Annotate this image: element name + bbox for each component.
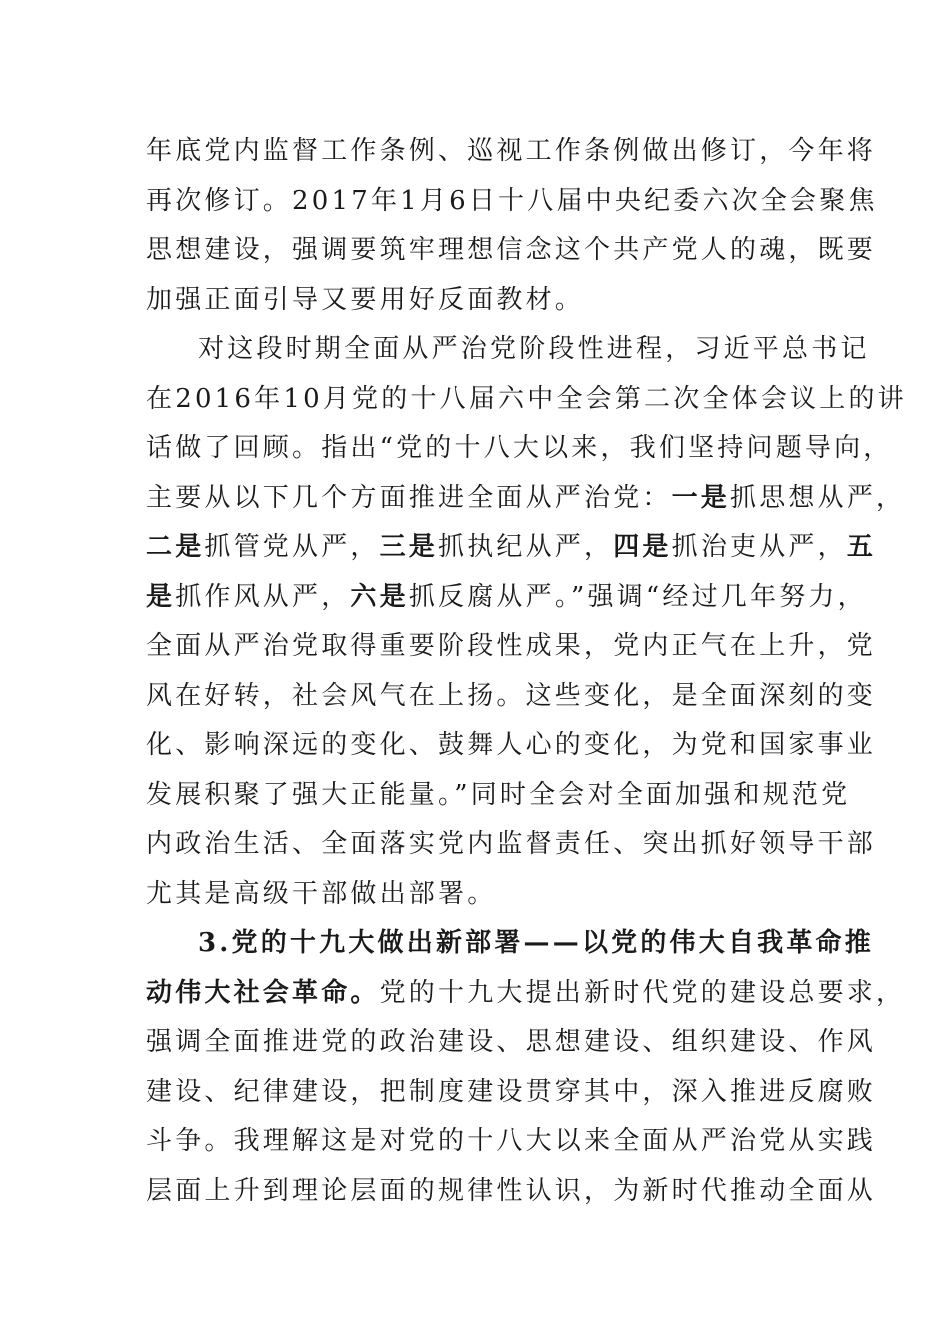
text-line	[146, 383, 907, 415]
bold-run: 五	[846, 532, 877, 562]
text-run: 抓思想从严，	[730, 483, 906, 513]
text-line	[146, 531, 876, 563]
text-line	[146, 432, 893, 464]
text-line	[146, 135, 876, 167]
text-run: 抓管党从严，	[204, 532, 380, 562]
text-line	[146, 729, 876, 761]
text-line	[198, 927, 874, 959]
bold-run: 四是	[613, 532, 672, 562]
text-run: 斗争。我理解这是对党的十八大以来全面从严治党从实践	[146, 1126, 877, 1156]
text-run: 尤其是高级干部做出部署。	[146, 879, 497, 909]
text-run: 在2016年10月党的十八届六中全会第二次全体会议上的讲	[146, 384, 907, 414]
text-run: 再次修订。2017年1月6日十八届中央纪委六次全会聚焦	[146, 186, 878, 216]
text-run: 话做了回顾。指出“党的十八大以来，我们坚持问题导向，	[146, 433, 893, 463]
bold-run: 三是	[379, 532, 439, 562]
text-run: 抓作风从严，	[175, 582, 351, 612]
bold-run: 一是	[671, 483, 731, 513]
text-run: 化、影响深远的变化、鼓舞人心的变化，为党和国家事业	[146, 730, 877, 760]
text-line	[146, 234, 876, 266]
text-run: 年底党内监督工作条例、巡视工作条例做出修订，今年将	[146, 136, 877, 166]
text-run: 思想建设，强调要筑牢理想信念这个共产党人的魂，既要	[146, 235, 877, 265]
text-run: 抓反腐从严。”强调“经过几年努力，	[408, 582, 867, 612]
text-line	[146, 779, 850, 811]
text-run: 主要从以下几个方面推进全面从严治党：	[146, 483, 672, 513]
text-line	[146, 1125, 876, 1157]
text-run: 抓治吏从严，	[671, 532, 847, 562]
text-line	[146, 1175, 876, 1207]
text-line	[146, 828, 876, 860]
text-line	[146, 482, 905, 514]
text-line	[146, 630, 876, 662]
text-line	[146, 878, 496, 910]
text-run: 发展积聚了强大正能量。”同时全会对全面加强和规范党	[146, 780, 851, 810]
text-line	[146, 581, 867, 613]
text-run: 对这段时期全面从严治党阶段性进程，习近平总书记	[198, 334, 870, 364]
bold-run: 是	[146, 582, 176, 612]
text-run: 强调全面推进党的政治建设、思想建设、组织建设、作风	[146, 1027, 877, 1057]
text-run: 风在好转，社会风气在上扬。这些变化，是全面深刻的变	[146, 681, 877, 711]
text-line	[146, 1076, 876, 1108]
bold-run: 3.党的十九大做出新部署——以党的伟大自我革命推	[198, 928, 874, 958]
text-run: 内政治生活、全面落实党内监督责任、突出抓好领导干部	[146, 829, 877, 859]
text-line	[146, 1026, 876, 1058]
text-run: 抓执纪从严，	[438, 532, 614, 562]
text-run: 全面从严治党取得重要阶段性成果，党内正气在上升，党	[146, 631, 877, 661]
bold-run: 六是	[350, 582, 409, 612]
text-line	[198, 333, 870, 365]
text-run: 建设、纪律建设，把制度建设贯穿其中，深入推进反腐败	[146, 1077, 877, 1107]
bold-run: 动伟大社会革命。	[146, 978, 380, 1008]
text-run: 加强正面引导又要用好反面教材。	[146, 285, 585, 315]
bold-run: 二是	[146, 532, 205, 562]
text-run: 层面上升到理论层面的规律性认识，为新时代推动全面从	[146, 1176, 877, 1206]
text-line	[146, 680, 876, 712]
text-line	[146, 977, 905, 1009]
text-line	[146, 185, 878, 217]
text-line	[146, 284, 584, 316]
text-run: 党的十九大提出新时代党的建设总要求，	[379, 978, 906, 1008]
